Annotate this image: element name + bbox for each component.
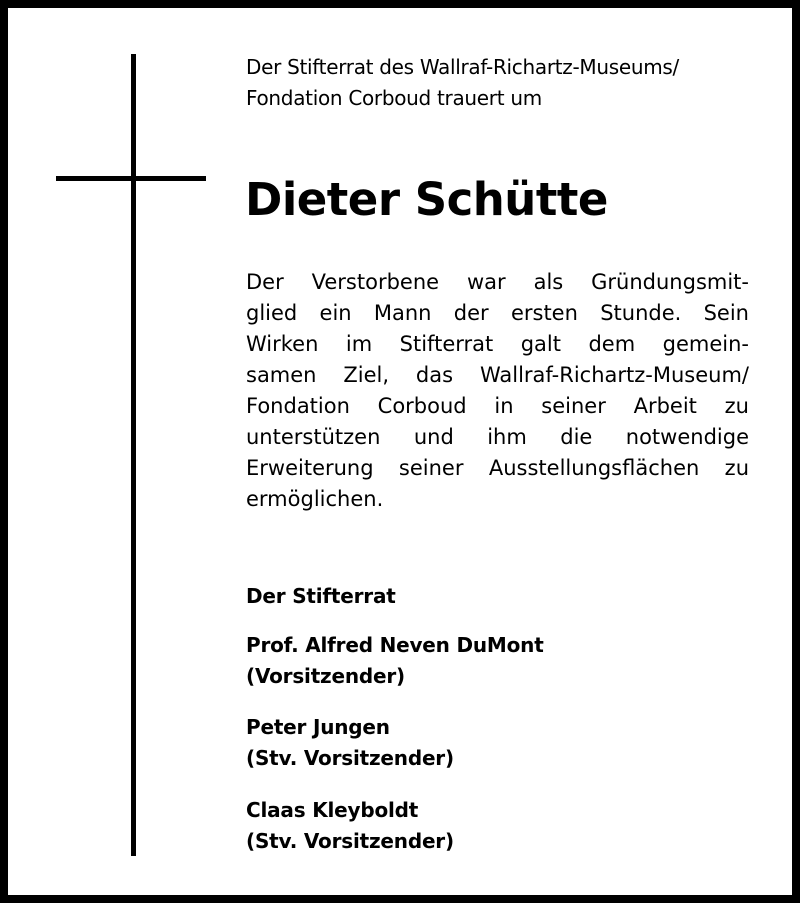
signature-chair: [246, 630, 544, 692]
body-line-3: Wirken im Stifterrat galt dem gemein-: [246, 332, 749, 356]
body-line-8: ermöglichen.: [246, 487, 384, 511]
intro-text: [246, 52, 766, 114]
signature-council: [246, 581, 396, 612]
body-line-5: Fondation Corboud in seiner Arbeit zu: [246, 394, 749, 418]
intro-line-1: Der Stifterrat des Wallraf-Richartz-Museums/: [246, 55, 679, 79]
signature-chair-name: Prof. Alfred Neven DuMont: [246, 633, 544, 657]
signature-deputy-1-name: Peter Jungen: [246, 715, 390, 739]
signature-deputy-1-role: (Stv. Vorsitzender): [246, 746, 454, 770]
cross-icon-horizontal-bar: [56, 176, 206, 181]
body-line-4: samen Ziel, das Wallraf-Richartz-Museum/: [246, 363, 749, 387]
intro-line-2: Fondation Corboud trauert um: [246, 86, 542, 110]
signature-council-label: Der Stifterrat: [246, 584, 396, 608]
signature-deputy-2-role: (Stv. Vorsitzender): [246, 829, 454, 853]
signature-deputy-2: [246, 795, 454, 857]
deceased-name: Dieter Schütte: [245, 173, 608, 226]
signature-chair-role: (Vorsitzender): [246, 664, 405, 688]
body-line-6: unterstützen und ihm die notwendige: [246, 425, 749, 449]
body-line-7: Erweiterung seiner Ausstellungsflächen zu: [246, 456, 749, 480]
cross-icon-vertical-bar: [131, 54, 136, 856]
body-line-2: glied ein Mann der ersten Stunde. Sein: [246, 301, 749, 325]
body-line-1: Der Verstorbene war als Gründungsmit-: [246, 270, 749, 294]
signature-deputy-1: [246, 712, 454, 774]
body-text: [246, 267, 749, 515]
signature-deputy-2-name: Claas Kleyboldt: [246, 798, 419, 822]
